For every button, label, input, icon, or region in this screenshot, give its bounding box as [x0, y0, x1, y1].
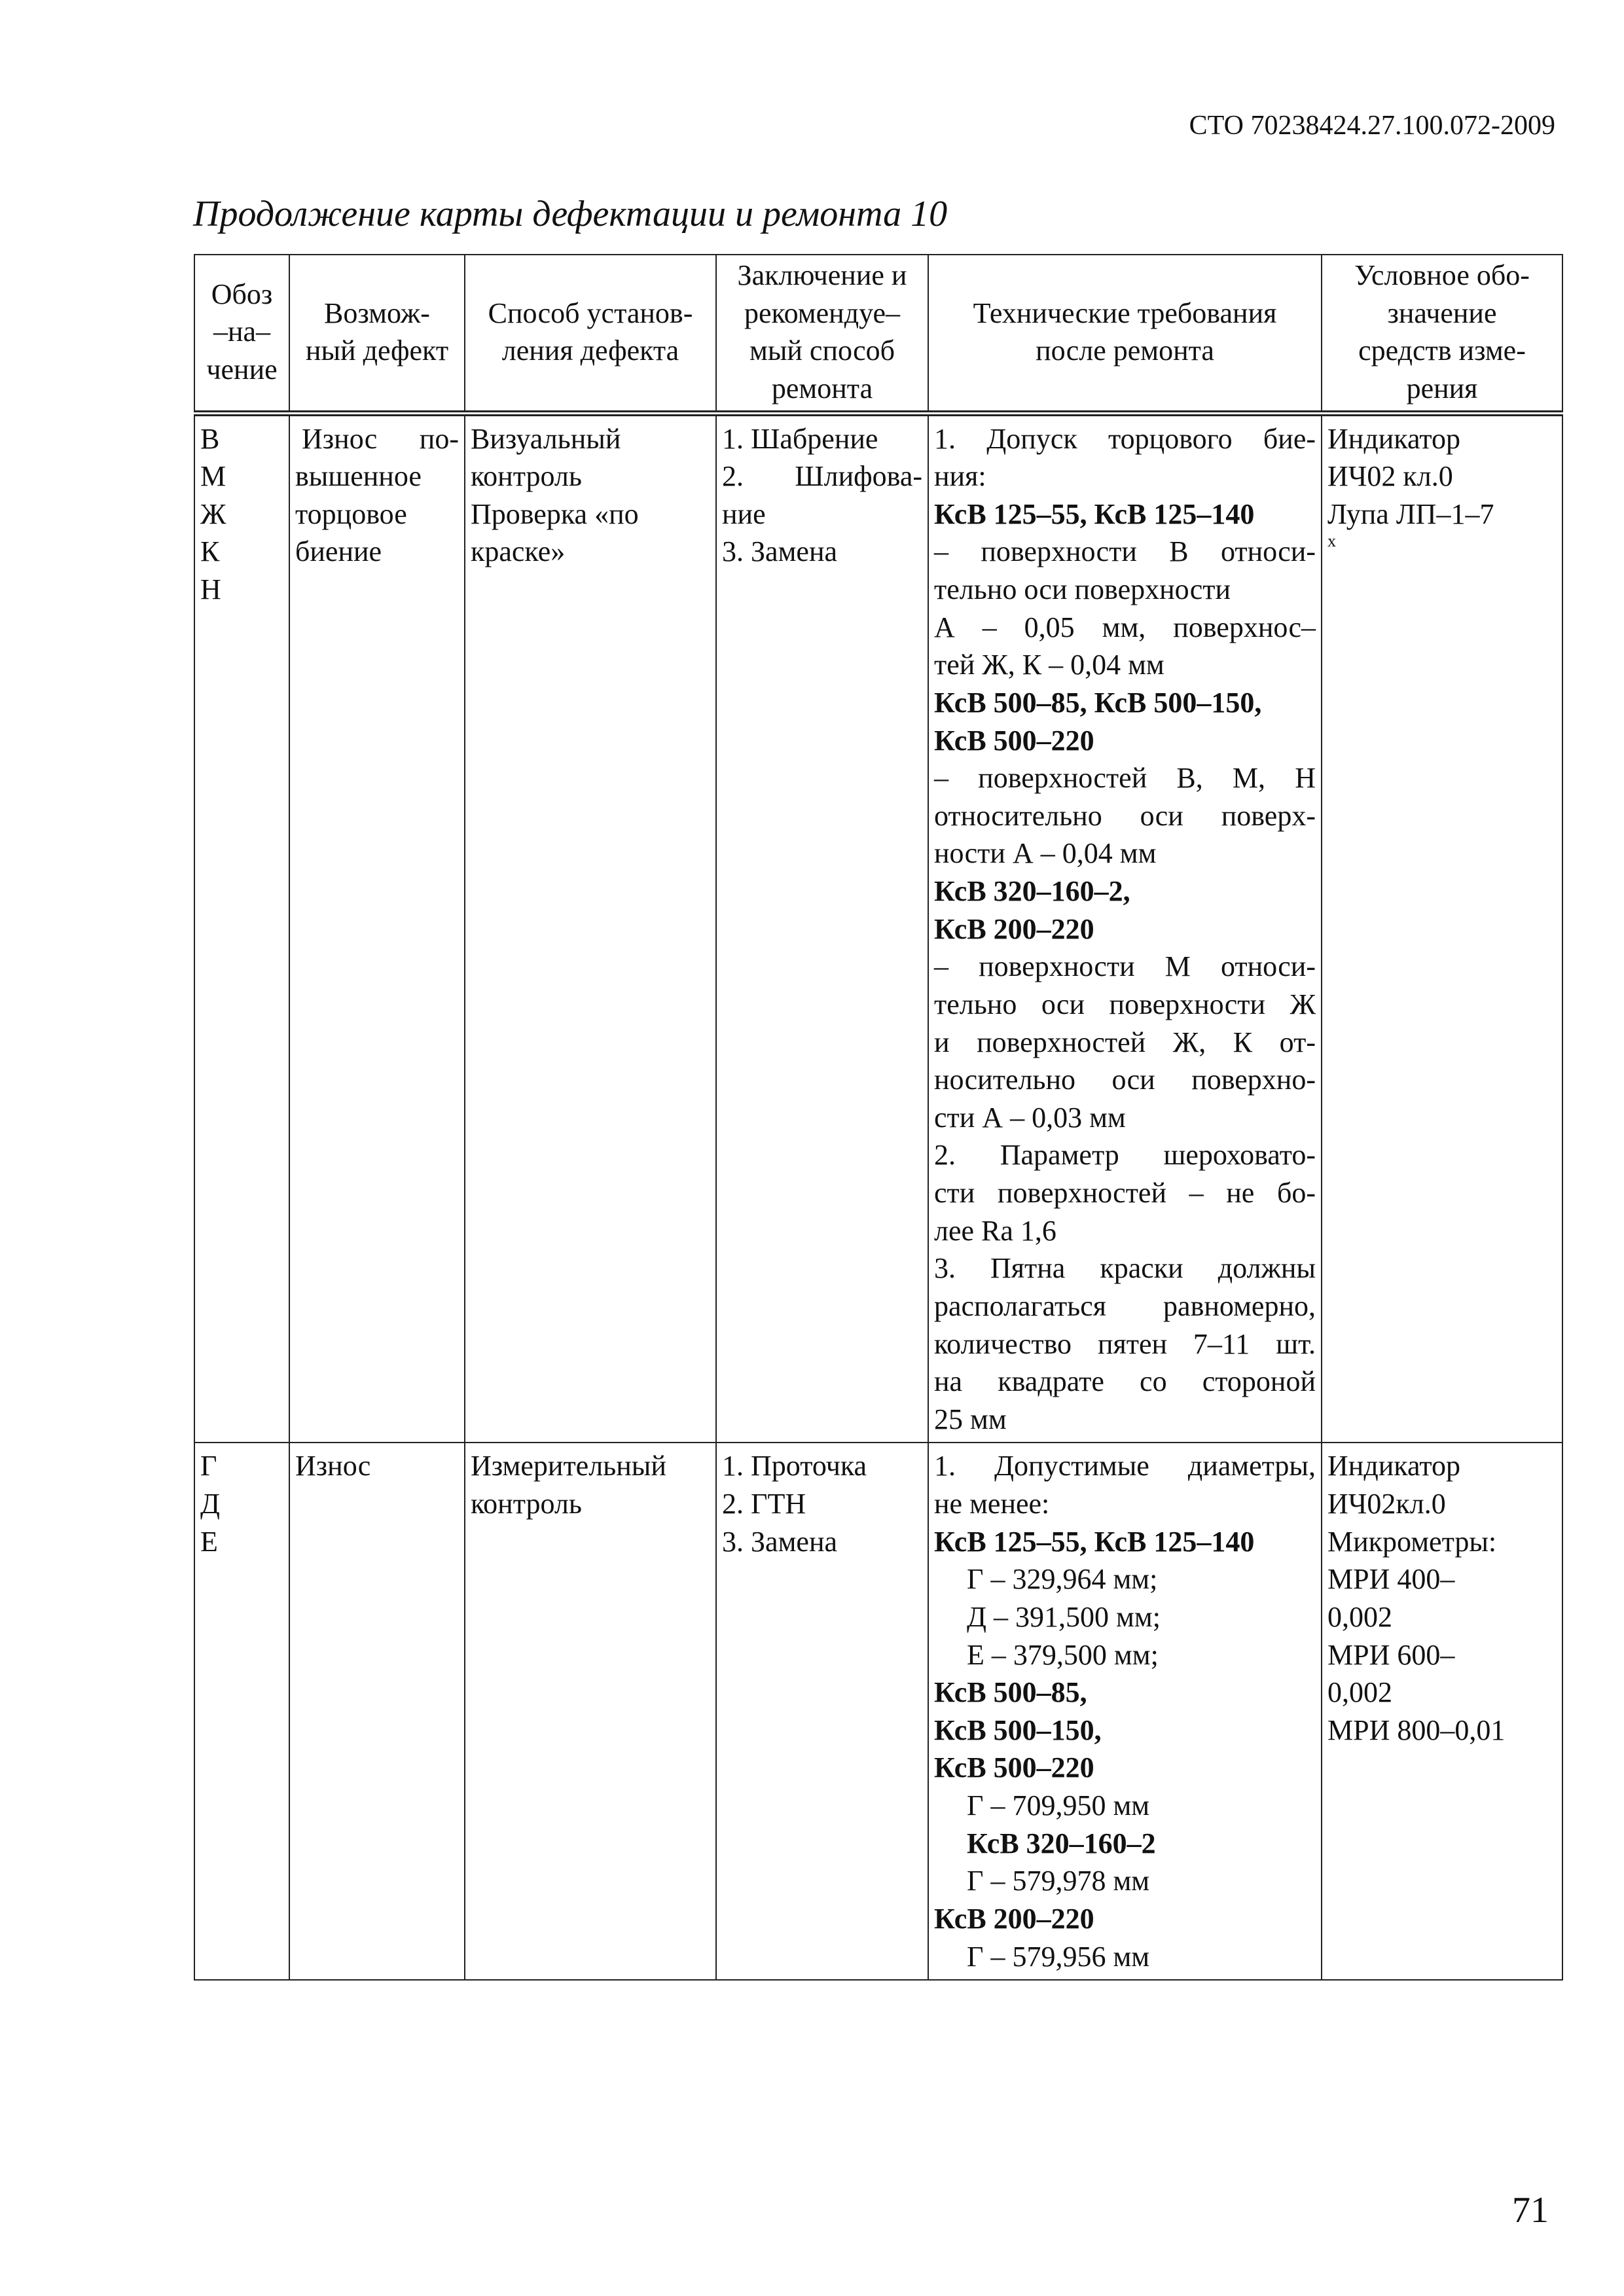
defect-line: торцовое: [295, 497, 407, 530]
requirement-line: тельно оси поверхности: [934, 573, 1231, 605]
requirement-line: не менее:: [934, 1488, 1050, 1520]
requirement-line: КсВ 500–220: [934, 724, 1094, 757]
cell-instruments: [1322, 413, 1562, 1443]
repair-line: ние: [722, 497, 766, 530]
requirement-line: – поверхностей В, М, Н: [934, 762, 1316, 795]
header-line: Условное обо-: [1354, 259, 1530, 291]
requirement-line: Е – 379,500 мм;: [967, 1638, 1159, 1671]
header-line: значение: [1387, 296, 1497, 329]
repair-line: 3. Замена: [722, 1525, 838, 1558]
requirement-line: КсВ 125–55, КсВ 125–140: [934, 497, 1255, 530]
header-line: мый способ: [749, 334, 895, 367]
instrument-line: Индикатор: [1327, 422, 1461, 455]
method-line: Измерительный: [471, 1450, 666, 1482]
header-line: ремонта: [771, 372, 873, 404]
defect-line: Износ по-: [302, 422, 459, 455]
designation-letter: Г: [200, 1450, 217, 1482]
requirement-line: располагаться равномерно,: [934, 1289, 1316, 1322]
requirement-line: КсВ 500–85, КсВ 500–150,: [934, 686, 1262, 719]
requirement-line: лее Ra 1,6: [934, 1214, 1056, 1247]
requirement-line: КсВ 320–160–2,: [934, 875, 1130, 907]
instrument-line: МРИ 400–: [1327, 1563, 1455, 1596]
requirement-line: ности А – 0,04 мм: [934, 837, 1157, 870]
header-line: Возмож-: [324, 296, 430, 329]
requirement-line: на квадрате со стороной: [934, 1365, 1316, 1398]
cell-instruments: [1322, 1443, 1562, 1980]
cell-repair: [716, 413, 928, 1443]
cell-designation: [194, 413, 289, 1443]
header-defect: [289, 255, 465, 413]
requirement-line: КсВ 125–55, КсВ 125–140: [934, 1525, 1255, 1558]
instrument-line: ИЧ02 кл.0: [1327, 460, 1453, 493]
method-line: Визуальный: [471, 422, 621, 455]
header-line: чение: [206, 353, 278, 386]
requirement-line: Г – 329,964 мм;: [967, 1563, 1158, 1596]
requirement-line: тей Ж, К – 0,04 мм: [934, 649, 1164, 681]
requirement-line: тельно оси поверхности Ж: [934, 988, 1316, 1020]
method-line: контроль: [471, 460, 582, 493]
table-header-row: [194, 255, 1562, 413]
instrument-text: Лупа ЛП–1–7: [1327, 497, 1494, 530]
header-line: Обоз: [211, 278, 273, 310]
requirement-line: КсВ 500–85,: [934, 1676, 1087, 1709]
requirement-line: 25 мм: [934, 1403, 1007, 1435]
header-line: Способ установ-: [488, 296, 693, 329]
header-line: средств изме-: [1358, 334, 1526, 367]
designation-letter: В: [200, 422, 220, 455]
cell-requirements: [928, 413, 1322, 1443]
cell-defect: [289, 413, 465, 1443]
defect-repair-table: [194, 254, 1563, 1981]
requirement-line: относительно оси поверх-: [934, 799, 1316, 832]
requirement-line: сти поверхностей – не бо-: [934, 1177, 1316, 1209]
designation-letter: К: [200, 535, 220, 568]
requirement-line: ния:: [934, 460, 986, 493]
repair-line: 3. Замена: [722, 535, 838, 568]
instrument-line: МРИ 600–: [1327, 1638, 1455, 1671]
cell-repair: [716, 1443, 928, 1980]
requirement-line: КсВ 500–150,: [934, 1713, 1102, 1746]
repair-line: 2. Шлифова-: [722, 460, 922, 493]
requirement-line: 1. Допуск торцового бие-: [934, 422, 1316, 455]
requirement-line: количество пятен 7–11 шт.: [934, 1327, 1316, 1360]
instrument-line: Индикатор: [1327, 1450, 1461, 1482]
header-repair: [716, 255, 928, 413]
header-line: ления дефекта: [501, 334, 679, 367]
repair-line: 1. Шабрение: [722, 422, 878, 455]
instrument-superscript: x: [1327, 531, 1336, 551]
requirement-line: 2. Параметр шероховато-: [934, 1139, 1316, 1172]
header-line: рекомендуе–: [744, 296, 901, 329]
instrument-line: 0,002: [1327, 1600, 1392, 1633]
defect-line: вышенное: [295, 460, 422, 493]
requirement-line: Г – 579,956 мм: [967, 1940, 1150, 1973]
instrument-line: МРИ 800–0,01: [1327, 1713, 1506, 1746]
designation-letter: Е: [200, 1525, 218, 1558]
designation-letter: Ж: [200, 497, 226, 530]
header-line: Технические требования: [973, 296, 1277, 329]
designation-letter: М: [200, 460, 226, 493]
cell-defect: [289, 1443, 465, 1980]
cell-method: [465, 1443, 716, 1980]
requirement-line: Г – 709,950 мм: [967, 1789, 1150, 1821]
header-line: ный дефект: [305, 334, 449, 367]
requirement-line: 3. Пятна краски должны: [934, 1252, 1316, 1285]
repair-line: 1. Проточка: [722, 1450, 867, 1482]
cell-method: [465, 413, 716, 1443]
requirement-line: 1. Допустимые диаметры,: [934, 1450, 1316, 1482]
table-row: [194, 413, 1562, 1443]
cell-requirements: [928, 1443, 1322, 1980]
instrument-line: Микрометры:: [1327, 1525, 1497, 1558]
requirement-line: КсВ 500–220: [934, 1751, 1094, 1784]
header-line: –на–: [213, 315, 271, 348]
method-line: краске»: [471, 535, 566, 568]
requirement-line: КсВ 320–160–2: [967, 1827, 1156, 1859]
table-row: [194, 1443, 1562, 1980]
defect-line: биение: [295, 535, 382, 568]
requirement-line: и поверхностей Ж, К от-: [934, 1026, 1316, 1058]
page-number: 71: [1512, 2190, 1549, 2231]
header-designation: [194, 255, 289, 413]
requirement-line: сти А – 0,03 мм: [934, 1101, 1126, 1134]
requirement-line: Г – 579,978 мм: [967, 1865, 1150, 1897]
header-line: Заключение и: [737, 259, 907, 291]
header-method: [465, 255, 716, 413]
header-line: рения: [1406, 372, 1478, 404]
instrument-line: 0,002: [1327, 1676, 1392, 1709]
requirement-line: носительно оси поверхно-: [934, 1064, 1316, 1096]
requirement-line: – поверхности В относи-: [934, 535, 1316, 568]
header-line: после ремонта: [1036, 334, 1214, 367]
repair-line: 2. ГТН: [722, 1488, 806, 1520]
defect-line: Износ: [295, 1450, 371, 1482]
requirement-line: КсВ 200–220: [934, 912, 1094, 945]
instrument-line: ИЧ02кл.0: [1327, 1488, 1446, 1520]
cell-designation: [194, 1443, 289, 1980]
table-caption: Продолжение карты дефектации и ремонта 10: [193, 194, 948, 234]
designation-letter: Д: [200, 1488, 221, 1520]
designation-letter: Н: [200, 573, 221, 605]
requirement-line: Д – 391,500 мм;: [967, 1600, 1161, 1633]
requirement-line: А – 0,05 мм, поверхнос–: [934, 611, 1316, 643]
method-line: Проверка «по: [471, 497, 639, 530]
requirement-line: – поверхности М относи-: [934, 950, 1316, 983]
header-requirements: [928, 255, 1322, 413]
instrument-line: [1327, 495, 1557, 571]
method-line: контроль: [471, 1488, 582, 1520]
document-code: СТО 70238424.27.100.072-2009: [1189, 111, 1555, 141]
header-instruments: [1322, 255, 1562, 413]
requirement-line: КсВ 200–220: [934, 1902, 1094, 1935]
